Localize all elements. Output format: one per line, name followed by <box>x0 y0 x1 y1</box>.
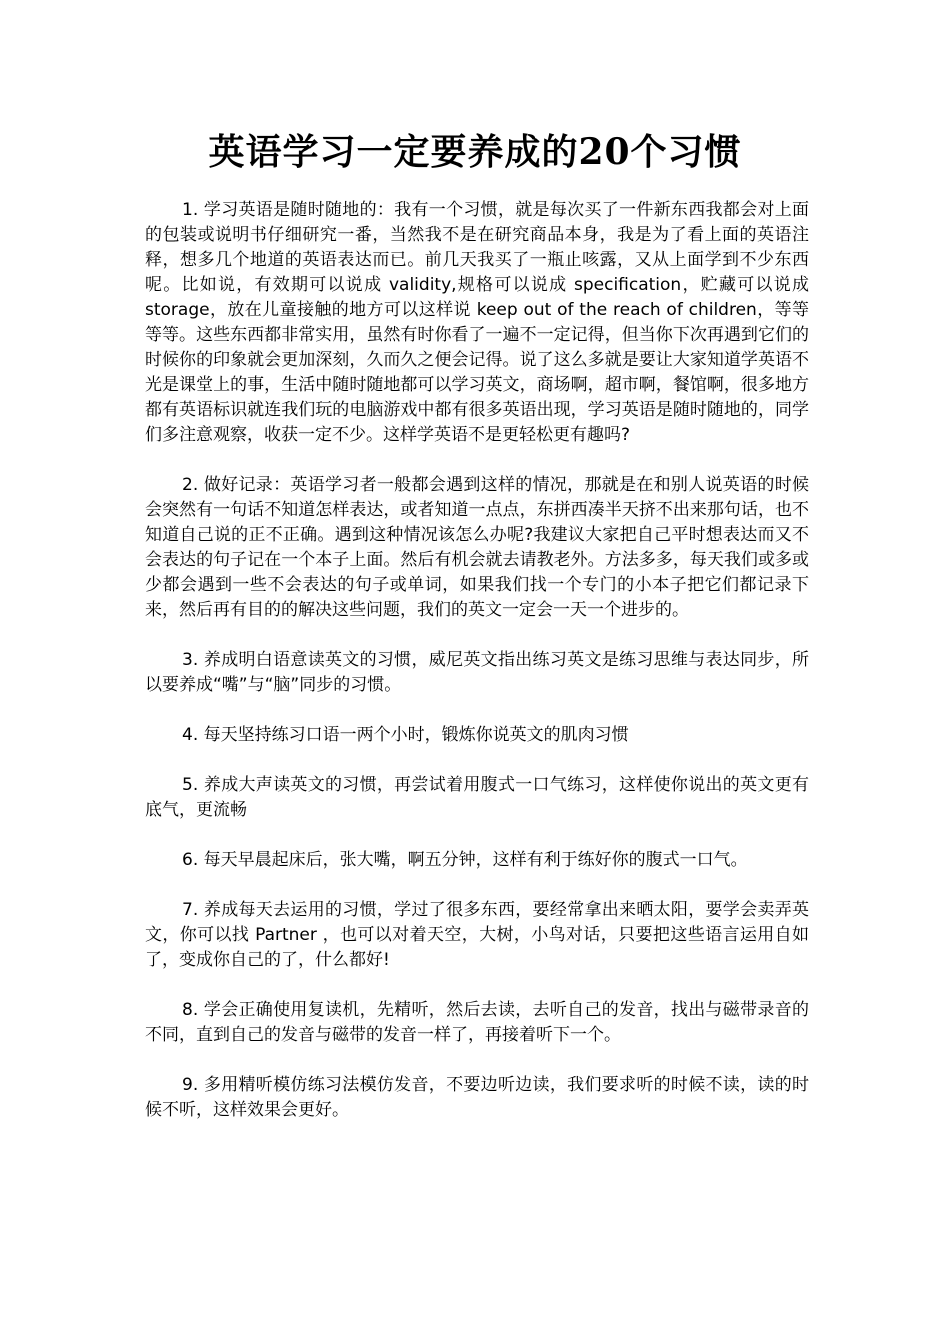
paragraph-5: 5. 养成大声读英文的习惯，再尝试着用腹式一口气练习，这样使你说出的英文更有底气，更流畅 <box>145 775 809 820</box>
page-title: 英语学习一定要养成的20个习惯 <box>208 131 742 173</box>
document-body <box>145 198 809 1148</box>
paragraph-3: 3. 养成明白语意读英文的习惯，威尼英文指出练习英文是练习思维与表达同步，所以要养成“嘴”与“脑”同步的习惯。 <box>145 650 809 695</box>
paragraph-8: 8. 学会正确使用复读机，先精听，然后去读，去听自己的发音，找出与磁带录音的不同，直到自己的发音与磁带的发音一样了，再接着听下一个。 <box>145 1000 809 1045</box>
paragraph-6: 6. 每天早晨起床后，张大嘴，啊五分钟，这样有利于练好你的腹式一口气。 <box>182 850 748 870</box>
paragraph-4: 4. 每天坚持练习口语一两个小时，锻炼你说英文的肌肉习惯 <box>182 725 629 745</box>
paragraph-7: 7. 养成每天去运用的习惯，学过了很多东西，要经常拿出来晒太阳，要学会卖弄英文，你可以找 Partner ，也可以对着天空，大树，小鸟对话，只要把这些语言运用自如了，变成你自己的了，什么都好! <box>145 900 809 970</box>
paragraph-9: 9. 多用精听模仿练习法模仿发音，不要边听边读，我们要求听的时候不读，读的时候不听，这样效果会更好。 <box>145 1075 809 1120</box>
paragraph-2: 2. 做好记录：英语学习者一般都会遇到这样的情况，那就是在和别人说英语的时候会突然有一句话不知道怎样表达，或者知道一点点，东拼西凑半天挤不出来那句话，也不知道自己说的正不正确。遇到这种情况该怎么办呢?我建议大家把自己平时想表达而又不会表达的句子记在一个本子上面。然后有机会就去请教老外。方法多多，每天我们或多或少都会遇到一些不会表达的句子或单词，如果我们找一个专门的小本子把它们都记录下来，然后再有目的的解决这些问题，我们的英文一定会一天一个进步的。 <box>145 475 809 620</box>
paragraph-1: 1. 学习英语是随时随地的：我有一个习惯，就是每次买了一件新东西我都会对上面的包装或说明书仔细研究一番，当然我不是在研究商品本身，我是为了看上面的英语注释，想多几个地道的英语表达而已。前几天我买了一瓶止咳露，又从上面学到不少东西呢。比如说，有效期可以说成 validity,规格可以说成 specification，贮藏可以说成 storage，放在儿童接触的地方可以这样说 keep out of the reach of children，等等等等。这些东西都非常实用，虽然有时你看了一遍不一定记得，但当你下次再遇到它们的时候你的印象就会更加深刻，久而久之便会记得。说了这么多就是要让大家知道学英语不光是课堂上的事，生活中随时随地都可以学习英文，商场啊，超市啊，餐馆啊，很多地方都有英语标识就连我们玩的电脑游戏中都有很多英语出现，学习英语是随时随地的，同学们多注意观察，收获一定不少。这样学英语不是更轻松更有趣吗? <box>145 200 809 445</box>
